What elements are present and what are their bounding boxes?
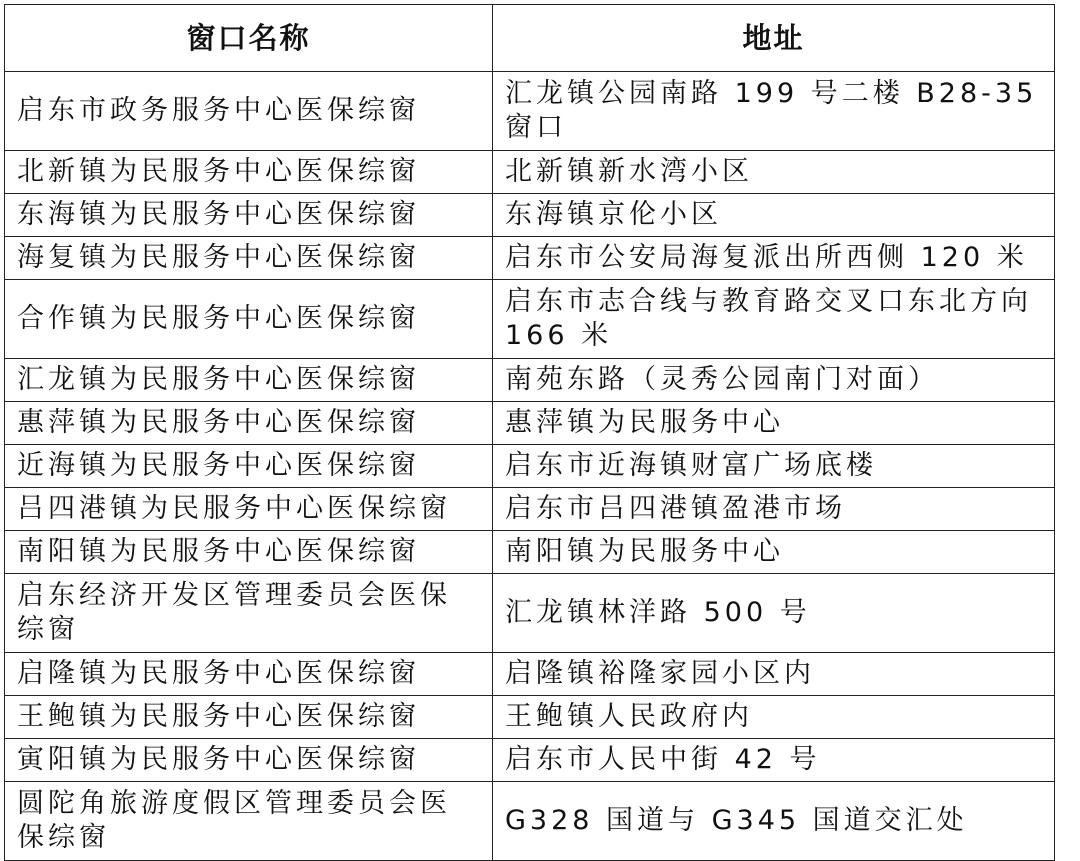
address-cell: 南苑东路（灵秀公园南门对面）	[493, 359, 1055, 402]
table-row	[5, 488, 1055, 531]
table-row	[5, 739, 1055, 782]
address-cell: 启东市志合线与教育路交叉口东北方向 166 米	[493, 280, 1055, 359]
window-name-cell: 启隆镇为民服务中心医保综窗	[5, 653, 493, 696]
table-row	[5, 696, 1055, 739]
table-row	[5, 782, 1055, 861]
address-cell: 启东市近海镇财富广场底楼	[493, 445, 1055, 488]
table-row	[5, 531, 1055, 574]
window-name-cell: 海复镇为民服务中心医保综窗	[5, 237, 493, 280]
window-name-cell: 南阳镇为民服务中心医保综窗	[5, 531, 493, 574]
table-row	[5, 280, 1055, 359]
table-row	[5, 402, 1055, 445]
window-name-cell: 圆陀角旅游度假区管理委员会医保综窗	[5, 782, 493, 861]
address-cell: G328 国道与 G345 国道交汇处	[493, 782, 1055, 861]
address-cell: 东海镇京伦小区	[493, 194, 1055, 237]
window-name-cell: 东海镇为民服务中心医保综窗	[5, 194, 493, 237]
window-name-cell: 近海镇为民服务中心医保综窗	[5, 445, 493, 488]
address-cell: 汇龙镇公园南路 199 号二楼 B28-35 窗口	[493, 72, 1055, 151]
window-name-cell: 启东经济开发区管理委员会医保综窗	[5, 574, 493, 653]
window-name-cell: 汇龙镇为民服务中心医保综窗	[5, 359, 493, 402]
window-name-cell: 吕四港镇为民服务中心医保综窗	[5, 488, 493, 531]
address-cell: 启东市公安局海复派出所西侧 120 米	[493, 237, 1055, 280]
window-name-cell: 启东市政务服务中心医保综窗	[5, 72, 493, 151]
address-cell: 汇龙镇林洋路 500 号	[493, 574, 1055, 653]
window-name-cell: 北新镇为民服务中心医保综窗	[5, 151, 493, 194]
address-cell: 启东市人民中街 42 号	[493, 739, 1055, 782]
address-cell: 启东市吕四港镇盈港市场	[493, 488, 1055, 531]
service-window-table-container	[4, 4, 1054, 861]
address-cell: 南阳镇为民服务中心	[493, 531, 1055, 574]
window-name-cell: 寅阳镇为民服务中心医保综窗	[5, 739, 493, 782]
window-name-cell: 惠萍镇为民服务中心医保综窗	[5, 402, 493, 445]
table-header-row	[5, 5, 1055, 72]
table-row	[5, 359, 1055, 402]
address-cell: 惠萍镇为民服务中心	[493, 402, 1055, 445]
address-cell: 启隆镇裕隆家园小区内	[493, 653, 1055, 696]
table-row	[5, 151, 1055, 194]
table-row	[5, 72, 1055, 151]
table-row	[5, 445, 1055, 488]
table-row	[5, 237, 1055, 280]
service-window-table	[4, 4, 1055, 861]
table-row	[5, 194, 1055, 237]
table-row	[5, 653, 1055, 696]
address-cell: 王鲍镇人民政府内	[493, 696, 1055, 739]
window-name-cell: 合作镇为民服务中心医保综窗	[5, 280, 493, 359]
table-row	[5, 574, 1055, 653]
header-address: 地址	[493, 5, 1055, 72]
window-name-cell: 王鲍镇为民服务中心医保综窗	[5, 696, 493, 739]
address-cell: 北新镇新水湾小区	[493, 151, 1055, 194]
header-window-name: 窗口名称	[5, 5, 493, 72]
